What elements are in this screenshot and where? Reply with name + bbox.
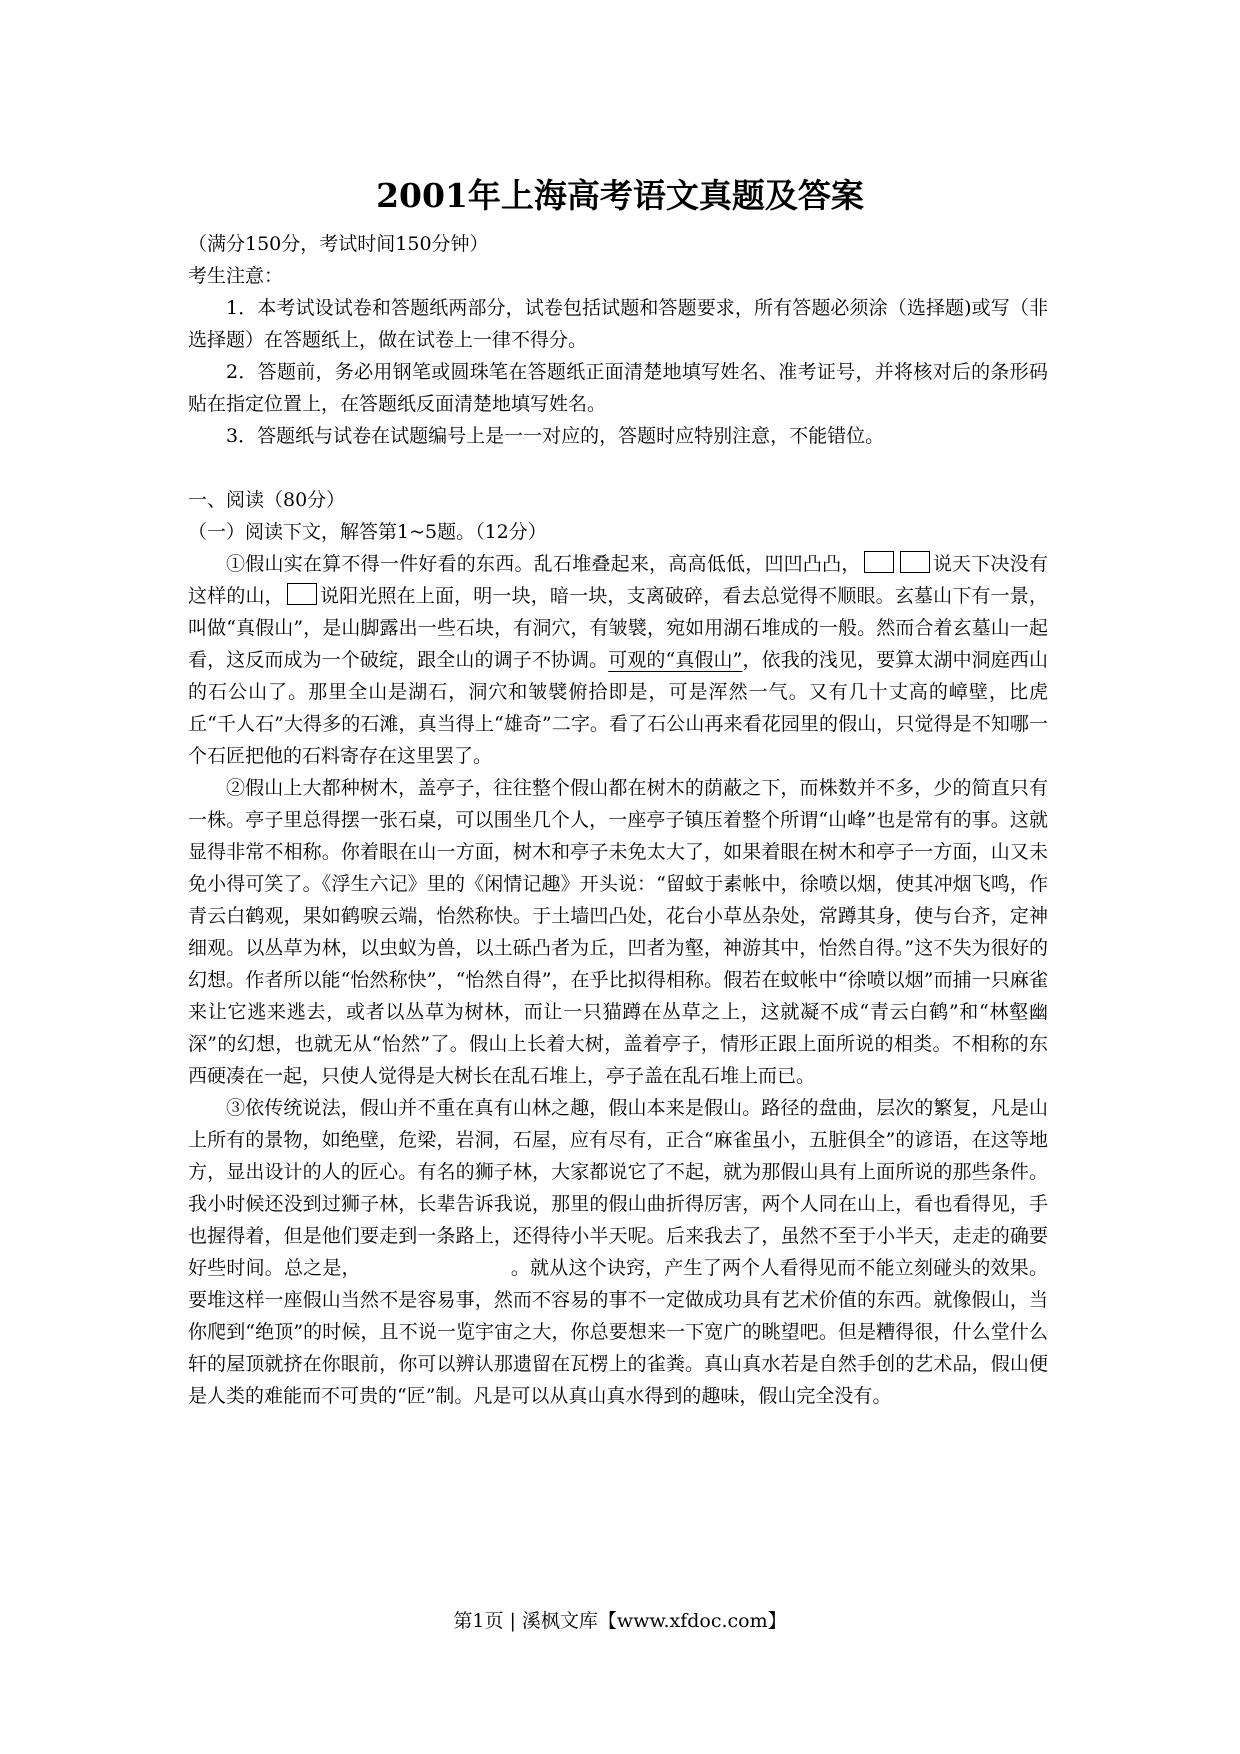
- document-body: [188, 228, 1048, 1412]
- answer-box-2: [900, 551, 930, 573]
- answer-box-3: [287, 583, 317, 605]
- exam-info: （满分150分，考试时间150分钟）: [188, 233, 489, 255]
- notice-2: 2．答题前，务必用钢笔或圆珠笔在答题纸正面清楚地填写姓名、准考证号，并将核对后的条形码贴在指定位置上，在答题纸反面清楚地填写姓名。: [188, 361, 1048, 415]
- paragraph-1-part-a: ①假山实在算不得一件好看的东西。乱石堆叠起来，高高低低，凹凹凸凸，: [226, 553, 861, 575]
- paragraph-3: [188, 1092, 1048, 1412]
- spacer: [188, 452, 1048, 484]
- paragraph-2: ②假山上大都种树木，盖亭子，往往整个假山都在树木的荫蔽之下，而株数并不多，少的简直只有一株。亭子里总得摆一张石桌，可以围坐几个人，一座亭子镇压着整个所谓“山峰”也是常有的事。这就显得非常不相称。你着眼在山一方面，树木和亭子未免太大了，如果着眼在树木和亭子一方面，山又未免小得可笑了。《浮生六记》里的《闲情记趣》开头说：“留蚊于素帐中，徐喷以烟，使其冲烟飞鸣，作青云白鹤观，果如鹤唳云端，怡然称快。于土墙凹凸处，花台小草丛杂处，常蹲其身，使与台齐，定神细观。以丛草为林，以虫蚁为兽，以土砾凸者为丘，凹者为壑，神游其中，怡然自得。”这不失为很好的幻想。作者所以能“怡然称快”，“怡然自得”，在乎比拟得相称。假若在蚊帐中“徐喷以烟”而捕一只麻雀来让它逃来逃去，或者以丛草为树林，而让一只猫蹲在丛草之上，这就凝不成“青云白鹤”和“林壑幽深”的幻想，也就无从“怡然”了。假山上长着大树，盖着亭子，情形正跟上面所说的相类。不相称的东西硬凑在一起，只使人觉得是大树长在乱石堆上，亭子盖在乱石堆上而已。: [188, 777, 1048, 1087]
- notice-1: 1．本考试设试卷和答题纸两部分，试卷包括试题和答题要求，所有答题必须涂（选择题)或写（非选择题）在答题纸上，做在试卷上一律不得分。: [188, 297, 1048, 351]
- underlined-phrase: 可观的“真假山”: [608, 649, 743, 671]
- notice-heading: 考生注意：: [188, 265, 284, 287]
- page-footer: 第1页 | 溪枫文库【www.xfdoc.com】: [453, 1610, 787, 1632]
- paragraph-3-part-b: 。就从这个诀窍，产生了两个人看得见而不能立刻碰头的效果。要堆这样一座假山当然不是容易事，然而不容易的事不一定做成功具有艺术价值的东西。就像假山，当你爬到“绝顶”的时候，且不说一览宇宙之大，你总要想来一下宽广的眺望吧。但是糟得很，什么堂什么轩的屋顶就挤在你眼前，你可以辨认那遗留在瓦楞上的雀粪。真山真水若是自然手创的艺术品，假山便是人类的难能而不可贵的“匠”制。凡是可以从真山真水得到的趣味，假山完全没有。: [188, 1257, 1048, 1407]
- paragraph-1: [188, 548, 1048, 772]
- answer-box-1: [864, 551, 894, 573]
- paragraph-1-part-b: 说天下决没有这样的山，: [188, 553, 1048, 607]
- subsection-heading: （一）阅读下文，解答第1~5题。（12分）: [188, 521, 547, 543]
- paragraph-3-part-a: ③依传统说法，假山并不重在真有山林之趣，假山本来是假山。路径的盘曲，层次的繁复，凡是山上所有的景物，如绝壁，危梁，岩洞，石屋，应有尽有，正合“麻雀虽小，五脏俱全”的谚语，在这等地方，显出设计的人的匠心。有名的狮子林，大家都说它了不起，就为那假山具有上面所说的那些条件。我小时候还没到过狮子林，长辈告诉我说，那里的假山曲折得厉害，两个人同在山上，看也看得见，手也握得着，但是他们要走到一条路上，还得待小半天呢。后来我去了，虽然不至于小半天，走走的确要好些时间。总之是，: [188, 1097, 1048, 1279]
- notice-3: 3．答题纸与试卷在试题编号上是一一对应的，答题时应特别注意，不能错位。: [226, 425, 885, 447]
- document-title: 2001年上海高考语文真题及答案: [376, 176, 864, 215]
- paragraph-1-part-c: 说阳光照在上面，明一块，暗一块，支离破碎，看去总觉得不顺眼。玄墓山下有一景，叫做“真假山”，是山脚露出一些石块，有洞穴，有皱襞，宛如用湖石堆成的一般。然而合着玄墓山一起看，这反而成为一个破绽，跟全山的调子不协调。: [188, 585, 1048, 671]
- section-heading: 一、阅读（80分）: [188, 489, 346, 511]
- paragraph-1-part-d: ，依我的浅见，要算太湖中洞庭西山的石公山了。那里全山是湖石，洞穴和皱襞俯拾即是，可是浑然一气。又有几十丈高的嶂壁，比虎丘“千人石”大得多的石滩，真当得上“雄奇”二字。看了石公山再来看花园里的假山，只觉得是不知哪一个石匠把他的石料寄存在这里罢了。: [188, 649, 1048, 767]
